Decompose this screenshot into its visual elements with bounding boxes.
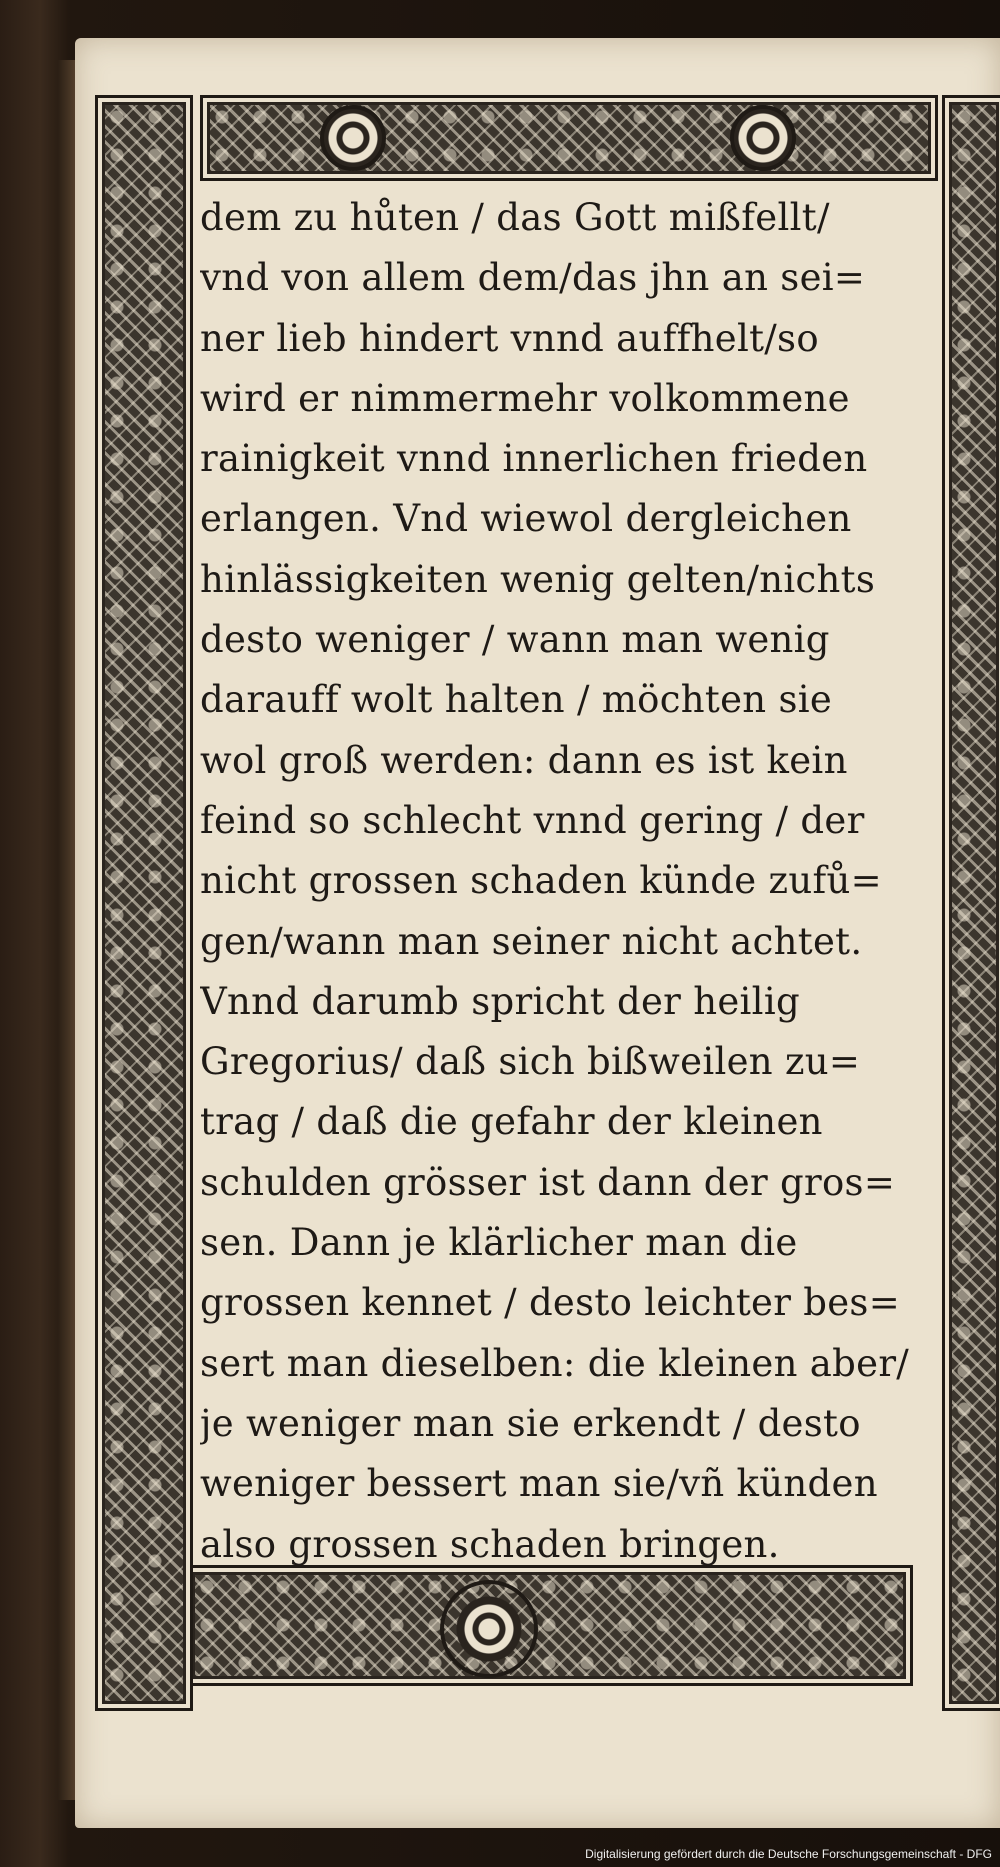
- text-line: grossen kennet / desto leichter bes=: [200, 1281, 901, 1325]
- text-line: rainigkeit vnnd innerlichen frieden: [200, 437, 868, 481]
- text-line: vnd von allem dem/das jhn an sei=: [200, 256, 866, 300]
- text-line: weniger bessert man sie/vñ künden: [200, 1462, 878, 1506]
- text-line: Vnnd darumb spricht der heilig: [200, 979, 800, 1023]
- text-line: wird er nimmermehr volkommene: [200, 376, 850, 420]
- text-line: schulden grösser ist dann der gros=: [200, 1160, 896, 1204]
- text-line: sen. Dann je klärlicher man die: [200, 1221, 798, 1265]
- text-line: trag / daß die gefahr der kleinen: [200, 1100, 823, 1144]
- page-text: [200, 188, 930, 1566]
- text-line: erlangen. Vnd wiewol dergleichen: [200, 497, 852, 541]
- text-line: feind so schlecht vnnd gering / der: [200, 798, 865, 842]
- text-line: nicht grossen schaden künde zufů=: [200, 859, 882, 903]
- text-line: gen/wann man seiner nicht achtet.: [200, 919, 863, 963]
- woodcut-border-left: [95, 95, 193, 1711]
- text-line: sert man dieselben: die kleinen aber/: [200, 1341, 910, 1385]
- woodcut-border-right: [942, 95, 1000, 1711]
- text-line: dem zu hůten / das Gott mißfellt/: [200, 196, 830, 239]
- rosette-ornament: [440, 1580, 538, 1678]
- text-line: je weniger man sie erkendt / desto: [200, 1401, 861, 1445]
- text-line: desto weniger / wann man wenig: [200, 618, 830, 662]
- text-line: wol groß werden: dann es ist kein: [200, 738, 848, 782]
- rosette-ornament: [730, 105, 796, 171]
- text-line: darauff wolt halten / möchten sie: [200, 678, 833, 722]
- woodcut-border-top: [200, 95, 938, 181]
- text-line: Gregorius/ daß sich bißweilen zu=: [200, 1040, 861, 1084]
- digitization-credit: Digitalisierung gefördert durch die Deutsche Forschungsgemeinschaft - DFG: [585, 1847, 992, 1861]
- text-line: ner lieb hindert vnnd auffhelt/so: [200, 316, 819, 360]
- woodcut-border-bottom: [185, 1565, 913, 1686]
- text-line: hinlässigkeiten wenig gelten/nichts: [200, 557, 876, 601]
- rosette-ornament: [320, 105, 386, 171]
- text-line: also grossen schaden bringen.: [200, 1522, 780, 1566]
